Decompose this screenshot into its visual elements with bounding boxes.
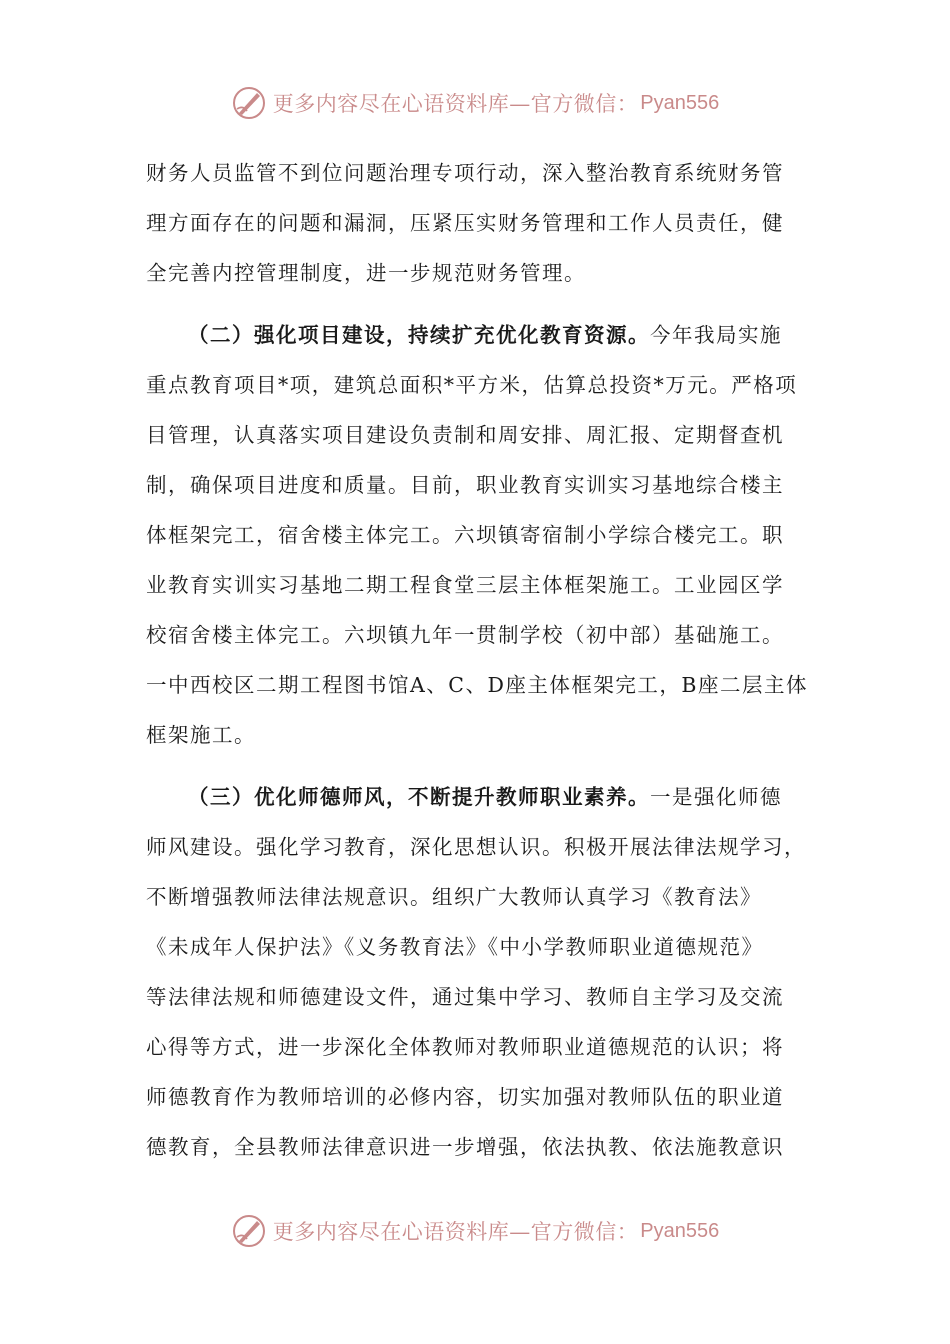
paragraph-3	[146, 772, 806, 1172]
text-line: 不断增强教师法律法规意识。组织广大教师认真学习《教育法》	[146, 885, 762, 909]
footer-banner	[0, 1211, 950, 1251]
banner-wechat-id: Pyan556	[640, 1219, 720, 1242]
quill-logo-icon	[231, 85, 267, 121]
text-line: 一中西校区二期工程图书馆A、C、D座主体框架完工，B座二层主体	[146, 673, 808, 697]
text-line: 《未成年人保护法》《义务教育法》《中小学教师职业道德规范》	[146, 935, 764, 959]
text-line: 师德教育作为教师培训的必修内容，切实加强对教师队伍的职业道	[146, 1085, 784, 1109]
text-line: 重点教育项目*项，建筑总面积*平方米，估算总投资*万元。严格项	[146, 373, 798, 397]
text-line: 理方面存在的问题和漏洞，压紧压实财务管理和工作人员责任，健	[146, 211, 784, 235]
text-line: 德教育，全县教师法律意识进一步增强，依法执教、依法施教意识	[146, 1135, 784, 1159]
section-heading-2: （二）强化项目建设，持续扩充优化教育资源。	[188, 323, 650, 347]
paragraph-2	[146, 310, 806, 760]
text-line: 心得等方式，进一步深化全体教师对教师职业道德规范的认识；将	[146, 1035, 784, 1059]
text-line	[146, 310, 806, 360]
text-line: 框架施工。	[146, 723, 256, 747]
section-heading-3: （三）优化师德师风，不断提升教师职业素养。	[188, 785, 650, 809]
text-line: 体框架完工，宿舍楼主体完工。六坝镇寄宿制小学综合楼完工。职	[146, 523, 784, 547]
paragraph-1	[146, 148, 806, 298]
header-banner	[0, 83, 950, 123]
text-line: 全完善内控管理制度，进一步规范财务管理。	[146, 261, 586, 285]
banner-wechat-id: Pyan556	[640, 91, 720, 114]
text-line: 校宿舍楼主体完工。六坝镇九年一贯制学校（初中部）基础施工。	[146, 623, 784, 647]
text-line: 目管理，认真落实项目建设负责制和周安排、周汇报、定期督查机	[146, 423, 784, 447]
text-line-rest: 一是强化师德	[650, 785, 782, 809]
quill-logo-icon	[231, 1213, 267, 1249]
text-line: 业教育实训实习基地二期工程食堂三层主体框架施工。工业园区学	[146, 573, 784, 597]
banner-text: 更多内容尽在心语资料库—官方微信：	[272, 1220, 639, 1244]
text-line-rest: 今年我局实施	[650, 323, 782, 347]
text-line: 等法律法规和师德建设文件，通过集中学习、教师自主学习及交流	[146, 985, 784, 1009]
text-line: 财务人员监管不到位问题治理专项行动，深入整治教育系统财务管	[146, 161, 784, 185]
text-line: 师风建设。强化学习教育，深化思想认识。积极开展法律法规学习，	[146, 835, 806, 859]
banner-text: 更多内容尽在心语资料库—官方微信：	[272, 92, 639, 116]
text-line: 制，确保项目进度和质量。目前，职业教育实训实习基地综合楼主	[146, 473, 784, 497]
text-line	[146, 772, 806, 822]
document-body	[146, 148, 806, 1172]
